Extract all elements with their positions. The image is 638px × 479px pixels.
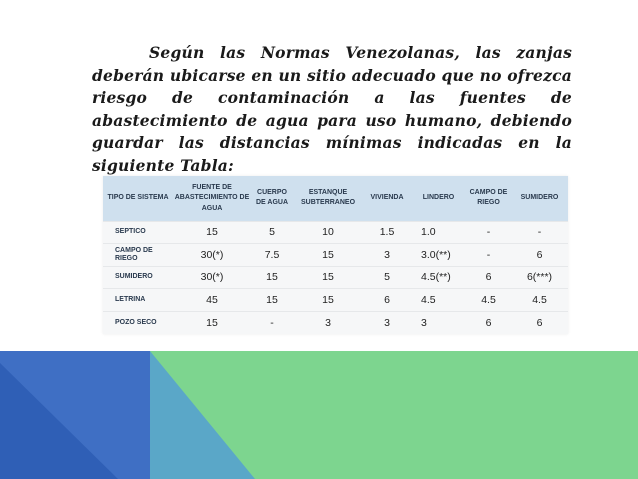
cell: - (511, 221, 568, 244)
cell: 6 (466, 311, 511, 334)
cell: 4.5 (411, 289, 466, 312)
table-row (103, 266, 568, 289)
blue-diagonal-shape (150, 351, 255, 479)
cell: 15 (293, 244, 363, 267)
cell: 1.0 (411, 221, 466, 244)
table-header-row (103, 176, 568, 221)
header-sumidero: SUMIDERO (520, 194, 559, 201)
cell: - (466, 244, 511, 267)
cell: 5 (363, 266, 411, 289)
cell: 3 (363, 244, 411, 267)
header-fuente-abastecimiento: FUENTE DE ABASTECIMIENTO DE AGUA (174, 183, 250, 212)
cell-system: LETRINA (103, 289, 173, 312)
distances-table (103, 176, 568, 334)
cell: 6(***) (511, 266, 568, 289)
cell: 45 (173, 289, 251, 312)
cell: 6 (511, 311, 568, 334)
cell-system: SEPTICO (103, 221, 173, 244)
cell: - (466, 221, 511, 244)
intro-paragraph: Según las Normas Venezolanas, las zanjas deberán ubicarse en un sitio adecuado que no ofrezca riesgo de contaminación a las fuentes de abastecimiento de agua para uso humano, debiendo guardar las distancias mínimas indicadas en la siguiente Tabla: (92, 43, 572, 175)
cell: 1.5 (363, 221, 411, 244)
cell: 4.5 (511, 289, 568, 312)
table-row (103, 289, 568, 312)
cell: 3.0(**) (411, 244, 466, 267)
cell: 3 (411, 311, 466, 334)
header-cuerpo-agua: CUERPO DE AGUA (255, 188, 289, 207)
table-row (103, 244, 568, 267)
blue-corner-shapes (0, 351, 260, 479)
header-lindero: LINDERO (422, 194, 455, 201)
table-row (103, 221, 568, 244)
cell: 15 (251, 266, 293, 289)
cell: 6 (363, 289, 411, 312)
cell: 3 (293, 311, 363, 334)
cell: 15 (251, 289, 293, 312)
cell: 4.5(**) (411, 266, 466, 289)
table-row (103, 311, 568, 334)
distances-table-container (103, 176, 568, 334)
cell: 7.5 (251, 244, 293, 267)
cell: 15 (173, 221, 251, 244)
cell: 30(*) (173, 244, 251, 267)
cell: 6 (511, 244, 568, 267)
cell: 6 (466, 266, 511, 289)
cell: 15 (293, 289, 363, 312)
cell: 10 (293, 221, 363, 244)
cell: 3 (363, 311, 411, 334)
header-campo-riego: CAMPO DE RIEGO (469, 188, 508, 207)
cell: 30(*) (173, 266, 251, 289)
header-tipo-sistema: TIPO DE SISTEMA (107, 194, 169, 201)
header-estanque-subterraneo: ESTANQUE SUBTERRANEO (300, 188, 356, 207)
cell: 15 (173, 311, 251, 334)
cell: - (251, 311, 293, 334)
cell: 4.5 (466, 289, 511, 312)
header-vivienda: VIVIENDA (370, 194, 404, 201)
cell-system: SUMIDERO (103, 266, 173, 289)
cell: 15 (293, 266, 363, 289)
cell: 5 (251, 221, 293, 244)
cell-system: CAMPO DE RIEGO (103, 244, 173, 267)
cell-system: POZO SECO (103, 311, 173, 334)
